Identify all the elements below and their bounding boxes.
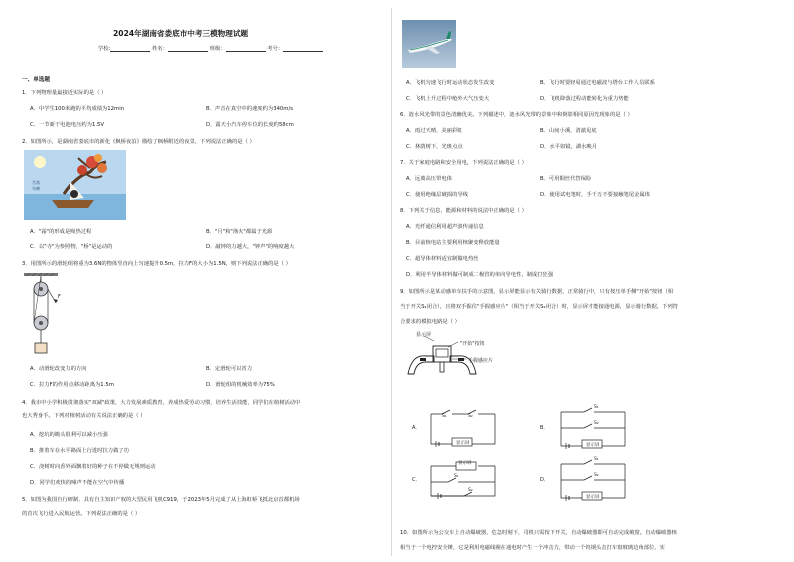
circuit-a-s1: S₁	[442, 414, 447, 419]
q9-stem-line1: 9．如图所示是某动感单车扶手的示意图，显示屏能显示有关骑行数据，正常骑行中，只有按压单手侧"开始"按钮（相	[400, 289, 674, 295]
q10-stem-line2: 相当于一个电控安全锤，它是利用电磁线圈在通电时产生一个冲击力，带动一个钨钢头击打车窗玻璃边角部位，实	[400, 545, 665, 551]
q7-option-b: B．可用铜丝代替保险	[540, 176, 592, 182]
q3-option-b: B．定滑轮可以省力	[206, 366, 253, 372]
q8-option-a: A．光纤通信利用超声波传递信息	[406, 224, 484, 230]
q10-stem-line1: 10．如图所示为公交车上自动爆破器，危急时刻下，司机只需按下开关，自动爆破器即可自动完成破窗。自动爆破器核	[400, 530, 677, 536]
q3-option-c: C．拉力F的作用点移动距离为1.5m	[30, 382, 114, 388]
q8-option-b: B．目前核电站主要利用核聚变释放能量	[406, 240, 500, 246]
q6-option-a: A．雨过天晴，美丽彩虹	[406, 128, 463, 134]
q6-stem: 6．涟水风光带的景色清幽优美。下列描述中，涟水风光带的景象中和倒影相同原因光现象的是（ ）	[400, 112, 633, 118]
q1-stem: 1．下列物理量最接近实际的是（ ）	[22, 90, 107, 96]
q9-stem-line3: 合要求的模拟电路是（ ）	[400, 319, 460, 325]
circuit-b-s2: S₂	[594, 421, 599, 426]
q1-option-a: A．中学生100米跑的平均成绩为12min	[30, 106, 125, 112]
q8-option-d: D．利用半导体材料做可制成二极管的单向导电性，制成打狂强	[406, 272, 554, 278]
section-heading: 一、单选题	[22, 77, 50, 83]
q3-option-a: A．动滑轮改变力的方向	[30, 366, 87, 372]
q3-stem: 3．用图所示的滑轮组将重为3.6N的物体竖直向上匀速提升0.5m，拉力F的大小为1.5N，则下列说法正确的是（ ）	[22, 261, 291, 267]
svg-text:月落: 月落	[32, 180, 40, 185]
exam-no-field[interactable]	[283, 46, 323, 52]
q5-option-c: C．飞机上升过程中舱外大气压变大	[406, 96, 490, 102]
exam-title: 2024年湖南省娄底市中考三模物理试题	[113, 29, 249, 38]
pulley-system-diagram	[24, 273, 64, 359]
class-field[interactable]	[226, 46, 266, 52]
school-label: 学校:	[98, 46, 111, 52]
c919-airplane-photo	[402, 20, 456, 68]
q1-option-d: D．露天小汽车停车位的长度约58cm	[206, 122, 294, 128]
q4-option-a: A．挖坑的锄头很利可以减小压强	[30, 432, 108, 438]
start-button-callout: "开始"按钮	[460, 341, 485, 347]
q7-option-d: D．使用试电笔时，手千万不要接触笔尾金属体	[540, 192, 651, 198]
circuit-a-display: 显示屏	[456, 441, 470, 446]
q9-option-a-label: A．	[412, 425, 421, 431]
q4-stem-line1: 4．我市中小学积极贯彻落实"双减"政策，大力发展素质教育，养成热爱劳动习惯，培养生活技能，同学们在植树活动中	[22, 400, 301, 406]
q2-option-b: B．"月"和"渔火"都属于光源	[206, 229, 273, 235]
q9-option-c-label: C．	[412, 477, 421, 483]
q4-option-c: C．浇树时向香外面飘着好的种子在不停做无规则运动	[30, 464, 156, 470]
circuit-d-s2: S₂	[594, 473, 599, 478]
q6-option-d: D．水平如镜，湖水映月	[540, 144, 598, 150]
q5-option-a: A．飞机匀速飞行时运动状态发生改变	[406, 80, 495, 86]
name-label: 姓名：	[152, 46, 168, 52]
q7-option-c: C．使用绝缘层破损的导线	[406, 192, 468, 198]
circuit-c-display: 显示屏	[458, 461, 472, 466]
q2-option-c: C．以"寺"为参照物，"桥"是运动的	[30, 244, 113, 250]
q7-option-a: A．远离高压带电体	[406, 176, 452, 182]
q5-stem-line2: 的首次飞行进入民航运营。下列说法正确的是（ ）	[22, 511, 141, 517]
q8-option-c: C．超导体材料适宜制做电热丝	[406, 256, 479, 262]
circuit-option-c	[428, 460, 498, 500]
q3-option-d: D．滑轮组的机械效率为75%	[206, 382, 275, 388]
q6-option-b: B．山间小溪，清澈见底	[540, 128, 597, 134]
q8-stem: 8．下列关于信息、能源和材料的说法中正确的是（ ）	[400, 208, 527, 214]
force-label: F	[58, 294, 61, 300]
sensor-callout: 手握感应片	[468, 358, 494, 364]
q5-stem-line1: 5．如图为我国自行研制、具有自主知识产权的大型民用飞机C919，于2023年5月完成了从上海虹桥飞抵北京首都机场	[22, 497, 300, 503]
circuit-c-s1: S₁	[454, 474, 459, 479]
svg-text:乌啼: 乌啼	[32, 186, 40, 191]
circuit-b-display: 显示屏	[586, 443, 600, 448]
q7-stem: 7．关于家庭电路和安全用电，下列说法正确的是（ ）	[400, 160, 527, 166]
q4-option-b: B．推着车在水平路面上行进时拉力做了功	[30, 448, 129, 454]
student-info-row	[98, 46, 323, 52]
q2-stem: 2．如图所示，是湖南省娄底市的新化《枫桥夜泊》描绘了枫桥附近的夜景，下列说法正确的是（ ）	[22, 139, 255, 145]
circuit-a-s2: S₂	[468, 414, 473, 419]
name-field[interactable]	[168, 46, 208, 52]
q4-stem-line2: 也大秀身手。下列对植树活动有关说法正确的是（ ）	[22, 413, 146, 419]
q2-option-d: D．敲钟的力越大，"钟声"的响度越大	[206, 244, 295, 250]
q1-option-c: C．一节新干电池电压约为1.5V	[30, 122, 105, 128]
circuit-c-s2: S₂	[468, 488, 473, 493]
q2-option-a: A．"霜"的形成是吸热过程	[30, 229, 92, 235]
circuit-d-s1: S₁	[594, 457, 599, 462]
exam-no-label: 考号：	[267, 46, 284, 52]
school-field[interactable]	[110, 46, 150, 52]
q5-option-d: D．飞机降落过程动能转化为重力势能	[540, 96, 629, 102]
q4-option-d: D．同学们欢快的嗓声不能在空气中传播	[30, 480, 125, 486]
q6-option-c: C．林荫树下，光斑点点	[406, 144, 463, 150]
q1-option-b: B．声音在真空中的速度约为340m/s	[206, 106, 294, 112]
q9-option-d-label: D．	[540, 477, 549, 483]
circuit-d-display: 显示屏	[586, 495, 600, 500]
circuit-b-s1: S₁	[594, 405, 599, 410]
q9-stem-line2: 当于开关S₁闭合），且将双手握住"手握感应片"（相当于开关S₂闭合）时，显示屏才能接通电源，显示骑行数据，下列符	[400, 304, 679, 310]
night-mooring-painting	[24, 150, 126, 220]
q9-option-b-label: B．	[540, 425, 549, 431]
screen-callout: 显示屏	[416, 332, 432, 338]
column-divider	[391, 8, 392, 556]
class-label: 班级：	[209, 46, 226, 52]
q5-option-b: B．飞行时要轻易通过电磁波与塔台工作人员联系	[540, 80, 655, 86]
